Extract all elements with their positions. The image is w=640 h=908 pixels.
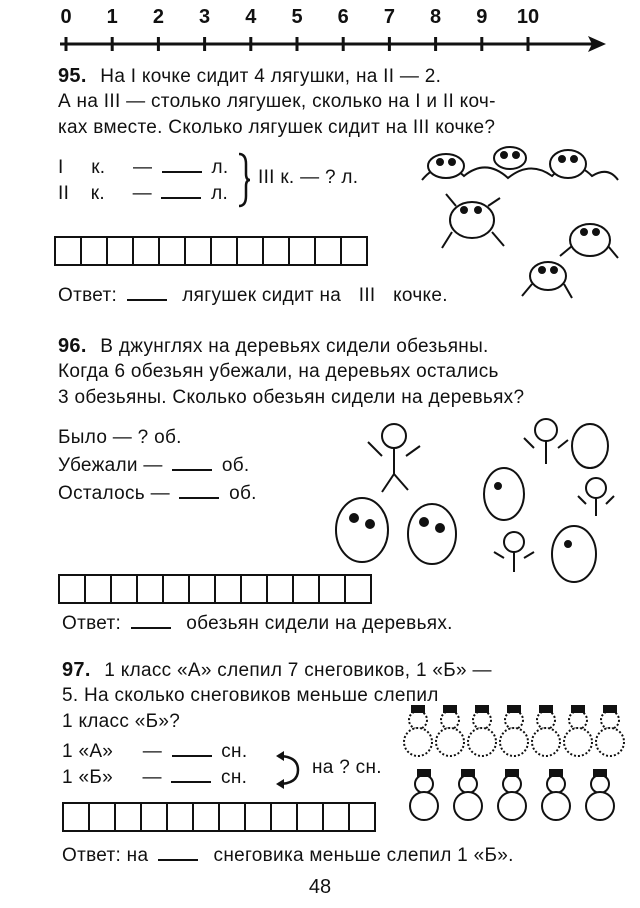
number-line [0, 0, 640, 60]
p97-number: 97. [62, 659, 91, 681]
p95-answer [58, 284, 448, 308]
p95-answer-roman: III [358, 285, 376, 306]
p96-row3-unit: об. [229, 483, 257, 504]
number-line-label: 0 [60, 6, 72, 28]
number-line-label: 10 [516, 6, 540, 28]
p97-row2 [62, 766, 247, 790]
p97-row2-blank [171, 767, 211, 783]
p97-row1-blank [172, 741, 212, 757]
p97-row1-label: 1 «А» [62, 741, 114, 762]
p97-question: на ? сн. [312, 757, 382, 778]
p96-row2-blank [172, 455, 212, 471]
p95-row1 [58, 156, 228, 180]
p97-row2-dash: — [142, 767, 162, 788]
p97-answer [62, 844, 514, 868]
p97-text2: 5. На сколько снеговиков меньше слепил [62, 685, 439, 706]
p95-row2-unit: л. [211, 183, 229, 204]
page-number: 48 [308, 876, 332, 898]
p96-row1: Было — ? об. [58, 427, 182, 448]
p95-number: 95. [58, 65, 87, 87]
p96-row2-label: Убежали — [58, 455, 163, 476]
p96-line1 [58, 334, 489, 359]
p95-question: III к. — ? л. [258, 167, 359, 188]
p96-answer [62, 612, 453, 636]
number-line-label: 4 [245, 6, 257, 28]
p95-row1-dash: — [132, 157, 153, 178]
p95-row2-k: к. [90, 183, 105, 204]
p95-answer-end: кочке. [393, 285, 448, 306]
p95-text3: ках вместе. Сколько лягушек сидит на III кочке? [58, 117, 496, 138]
p96-number: 96. [58, 335, 87, 357]
p95-line1 [58, 64, 441, 89]
monkeys-illustration [324, 412, 624, 590]
p97-row2-label: 1 «Б» [62, 767, 113, 788]
p96-answer-text: обезьян сидели на деревьях. [186, 613, 453, 634]
p97-row1-unit: сн. [221, 741, 248, 762]
p97-row1 [62, 740, 247, 764]
p95-answer-grid [54, 236, 366, 266]
p95-row2-label: II [58, 183, 70, 204]
p97-text1: 1 класс «А» слепил 7 снеговиков, 1 «Б» — [104, 660, 492, 681]
snowmen-illustration [396, 700, 632, 840]
p97-line1 [62, 658, 492, 683]
p96-text2: Когда 6 обезьян убежали, на деревьях остались [58, 361, 499, 382]
number-line-label: 6 [337, 6, 349, 28]
p97-row1-dash: — [142, 741, 163, 762]
number-line-label: 3 [199, 6, 211, 28]
p95-row1-unit: л. [211, 157, 229, 178]
p96-answer-label: Ответ: [62, 613, 122, 634]
p97-answer-grid [62, 802, 374, 832]
p95-row1-blank [162, 157, 202, 173]
p95-answer-text: лягушек сидит на [182, 285, 342, 306]
p97-answer-label: Ответ: на [62, 845, 149, 866]
p96-row3-label: Осталось — [58, 483, 170, 504]
frogs-illustration [412, 136, 622, 306]
p96-text3: 3 обезьяны. Сколько обезьян сидели на деревьях? [58, 387, 525, 408]
p97-compare-arrow [274, 750, 304, 790]
p96-text1: В джунглях на деревьях сидели обезьяны. [100, 336, 489, 357]
p95-row2-dash: — [132, 183, 152, 204]
p97-answer-blank [158, 845, 198, 861]
p95-row2 [58, 182, 228, 206]
p96-answer-grid [58, 574, 370, 604]
number-line-label: 9 [476, 6, 488, 28]
p97-text3: 1 класс «Б»? [62, 711, 181, 732]
number-line-label: 8 [430, 6, 442, 28]
p95-row1-k: к. [91, 157, 106, 178]
p96-row2 [58, 454, 249, 478]
p95-row1-label: I [58, 157, 64, 178]
number-line-label: 5 [291, 6, 303, 28]
p95-text2: А на III — столько лягушек, сколько на I и II коч- [58, 91, 496, 112]
number-line-label: 7 [383, 6, 395, 28]
p96-row2-unit: об. [221, 455, 250, 476]
p97-row2-unit: сн. [221, 767, 248, 788]
p96-row3 [58, 482, 257, 506]
p96-answer-blank [131, 613, 171, 629]
p95-answer-blank [127, 285, 167, 301]
p96-row3-blank [179, 483, 219, 499]
number-line-axis [0, 0, 640, 60]
p97-answer-text: снеговика меньше слепил 1 «Б». [213, 845, 514, 866]
number-line-label: 2 [152, 6, 164, 28]
p95-answer-label: Ответ: [58, 285, 118, 306]
p95-brace [236, 152, 252, 208]
p95-text1: На I кочке сидит 4 лягушки, на II — 2. [100, 66, 442, 87]
number-line-label: 1 [106, 6, 118, 28]
p95-row2-blank [161, 183, 201, 199]
